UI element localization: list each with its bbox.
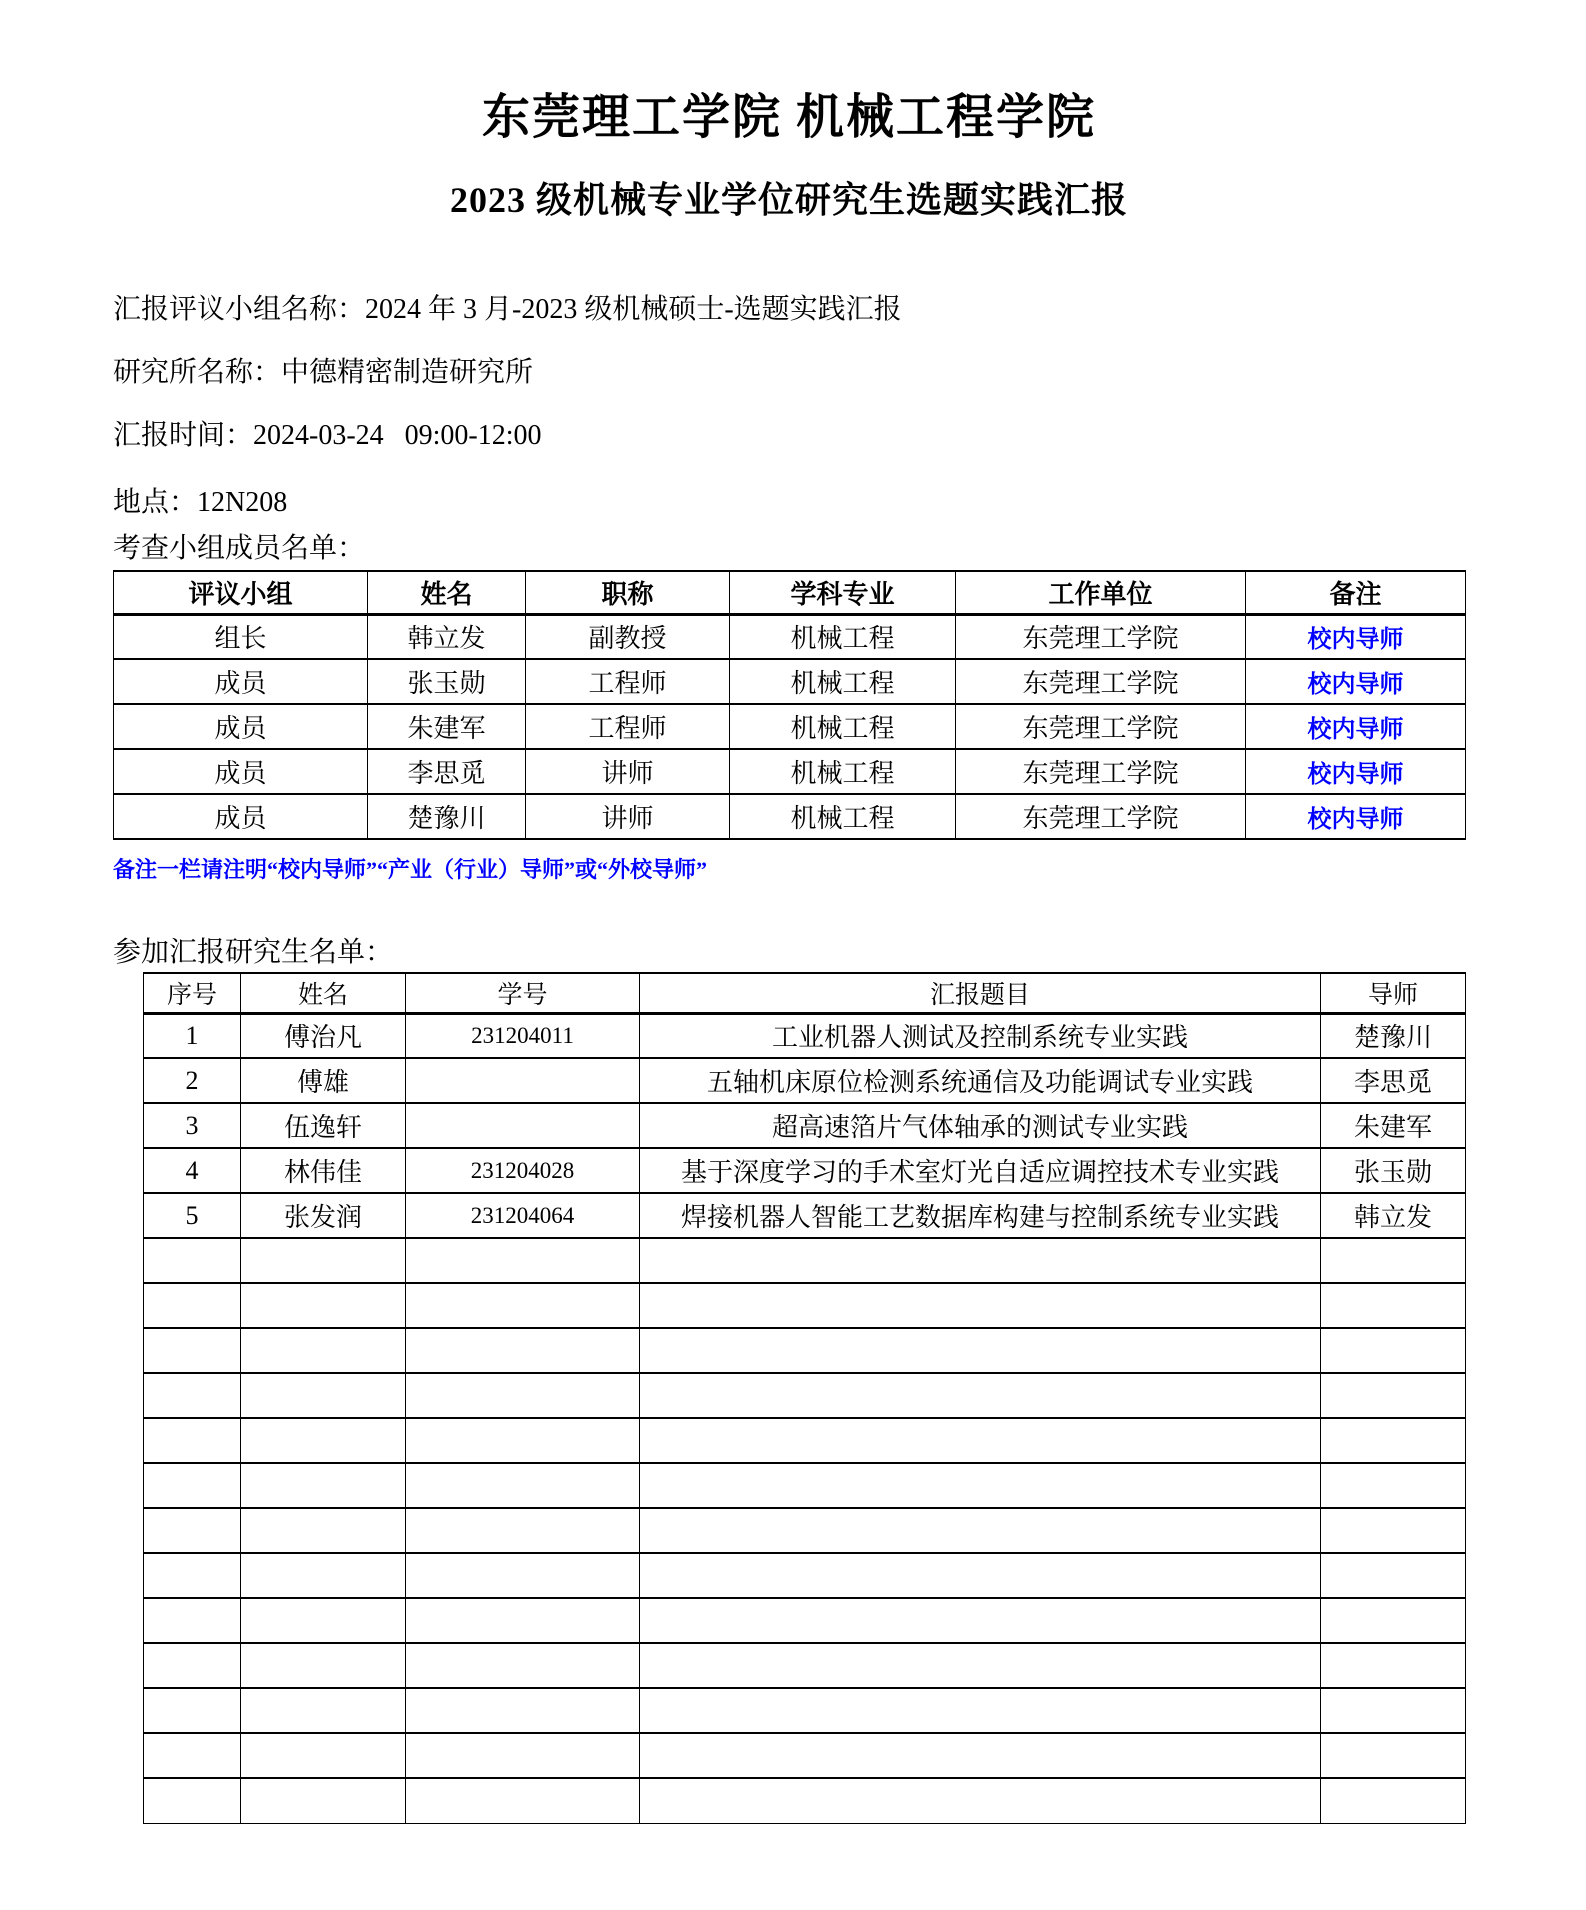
student-cell-id	[406, 1328, 640, 1373]
student-empty-row	[144, 1418, 1466, 1463]
student-cell-topic	[640, 1598, 1321, 1643]
committee-table	[113, 570, 1466, 840]
student-cell-id	[406, 1238, 640, 1283]
student-cell-no: 1	[144, 1013, 241, 1058]
student-empty-row	[144, 1463, 1466, 1508]
committee-cell-note: 校内导师	[1246, 614, 1466, 659]
committee-header-unit: 工作单位	[956, 571, 1246, 614]
student-cell-no: 5	[144, 1193, 241, 1238]
committee-cell-unit: 东莞理工学院	[956, 704, 1246, 749]
committee-cell-note: 校内导师	[1246, 659, 1466, 704]
committee-cell-major: 机械工程	[730, 704, 956, 749]
student-cell-name	[241, 1553, 406, 1598]
student-cell-no	[144, 1328, 241, 1373]
student-row	[144, 1193, 1466, 1238]
committee-cell-role: 组长	[114, 614, 368, 659]
student-cell-id	[406, 1058, 640, 1103]
student-cell-id	[406, 1643, 640, 1688]
student-row	[144, 1058, 1466, 1103]
student-cell-supervisor: 楚豫川	[1321, 1013, 1466, 1058]
student-cell-supervisor	[1321, 1328, 1466, 1373]
student-cell-supervisor: 张玉勋	[1321, 1148, 1466, 1193]
student-cell-topic	[640, 1643, 1321, 1688]
committee-cell-title: 工程师	[526, 659, 730, 704]
students-section-label: 参加汇报研究生名单：	[113, 937, 394, 968]
committee-header-name: 姓名	[368, 571, 526, 614]
student-cell-name	[241, 1643, 406, 1688]
student-empty-row	[144, 1328, 1466, 1373]
student-cell-topic	[640, 1283, 1321, 1328]
student-cell-topic: 焊接机器人智能工艺数据库构建与控制系统专业实践	[640, 1193, 1321, 1238]
student-cell-name	[241, 1508, 406, 1553]
student-cell-no	[144, 1553, 241, 1598]
student-cell-topic: 五轴机床原位检测系统通信及功能调试专业实践	[640, 1058, 1321, 1103]
student-cell-no: 4	[144, 1148, 241, 1193]
student-row	[144, 1013, 1466, 1058]
student-cell-id: 231204064	[406, 1193, 640, 1238]
student-cell-supervisor: 朱建军	[1321, 1103, 1466, 1148]
committee-cell-role: 成员	[114, 794, 368, 839]
student-empty-row	[144, 1688, 1466, 1733]
student-cell-no	[144, 1598, 241, 1643]
committee-row	[114, 704, 1466, 749]
committee-cell-role: 成员	[114, 749, 368, 794]
committee-cell-unit: 东莞理工学院	[956, 614, 1246, 659]
student-cell-supervisor	[1321, 1688, 1466, 1733]
student-cell-id	[406, 1778, 640, 1823]
committee-cell-name: 楚豫川	[368, 794, 526, 839]
student-cell-supervisor	[1321, 1643, 1466, 1688]
student-empty-row	[144, 1643, 1466, 1688]
student-cell-topic	[640, 1373, 1321, 1418]
committee-cell-title: 工程师	[526, 704, 730, 749]
committee-header-major: 学科专业	[730, 571, 956, 614]
student-cell-id: 231204028	[406, 1148, 640, 1193]
students-header-name: 姓名	[241, 973, 406, 1013]
committee-cell-major: 机械工程	[730, 614, 956, 659]
students-table	[143, 972, 1466, 1824]
committee-cell-name: 朱建军	[368, 704, 526, 749]
student-cell-name	[241, 1598, 406, 1643]
page-subtitle: 2023 级机械专业学位研究生选题实践汇报	[449, 180, 1128, 220]
committee-cell-note: 校内导师	[1246, 704, 1466, 749]
student-cell-id: 231204011	[406, 1013, 640, 1058]
students-header-supervisor: 导师	[1321, 973, 1466, 1013]
committee-cell-name: 张玉勋	[368, 659, 526, 704]
committee-cell-role: 成员	[114, 659, 368, 704]
committee-section-label: 考查小组成员名单：	[113, 533, 366, 564]
committee-row	[114, 659, 1466, 704]
student-cell-name: 林伟佳	[241, 1148, 406, 1193]
student-row	[144, 1103, 1466, 1148]
committee-cell-note: 校内导师	[1246, 794, 1466, 839]
student-cell-no	[144, 1643, 241, 1688]
student-cell-id	[406, 1463, 640, 1508]
committee-cell-unit: 东莞理工学院	[956, 659, 1246, 704]
student-cell-no	[144, 1283, 241, 1328]
student-cell-topic: 基于深度学习的手术室灯光自适应调控技术专业实践	[640, 1148, 1321, 1193]
student-empty-row	[144, 1598, 1466, 1643]
committee-cell-name: 韩立发	[368, 614, 526, 659]
student-empty-row	[144, 1508, 1466, 1553]
student-cell-name	[241, 1238, 406, 1283]
committee-cell-role: 成员	[114, 704, 368, 749]
student-cell-topic	[640, 1463, 1321, 1508]
student-cell-no	[144, 1778, 241, 1823]
committee-cell-name: 李思觅	[368, 749, 526, 794]
committee-cell-major: 机械工程	[730, 794, 956, 839]
student-cell-no	[144, 1373, 241, 1418]
student-cell-name: 傅雄	[241, 1058, 406, 1103]
committee-cell-title: 讲师	[526, 794, 730, 839]
student-empty-row	[144, 1373, 1466, 1418]
committee-row	[114, 794, 1466, 839]
student-cell-supervisor	[1321, 1283, 1466, 1328]
student-cell-topic	[640, 1553, 1321, 1598]
info-institute-name: 研究所名称：中德精密制造研究所	[113, 357, 534, 388]
remark-note: 备注一栏请注明“校内导师”“产业（行业）导师”或“外校导师”	[113, 857, 708, 882]
student-empty-row	[144, 1553, 1466, 1598]
student-cell-no	[144, 1463, 241, 1508]
student-cell-name	[241, 1778, 406, 1823]
student-cell-supervisor	[1321, 1553, 1466, 1598]
student-cell-topic	[640, 1238, 1321, 1283]
student-cell-id	[406, 1733, 640, 1778]
student-cell-name	[241, 1733, 406, 1778]
student-empty-row	[144, 1238, 1466, 1283]
info-location: 地点：12N208	[113, 487, 288, 518]
student-cell-supervisor	[1321, 1238, 1466, 1283]
student-cell-name	[241, 1463, 406, 1508]
student-cell-id	[406, 1418, 640, 1463]
student-cell-topic	[640, 1508, 1321, 1553]
committee-header-note: 备注	[1246, 571, 1466, 614]
student-cell-no	[144, 1418, 241, 1463]
student-cell-supervisor	[1321, 1463, 1466, 1508]
committee-cell-title: 副教授	[526, 614, 730, 659]
students-header-no: 序号	[144, 973, 241, 1013]
student-cell-supervisor	[1321, 1733, 1466, 1778]
committee-cell-major: 机械工程	[730, 749, 956, 794]
student-cell-topic	[640, 1778, 1321, 1823]
student-cell-name	[241, 1283, 406, 1328]
students-header-id: 学号	[406, 973, 640, 1013]
students-header-row	[144, 973, 1466, 1013]
student-cell-topic	[640, 1688, 1321, 1733]
student-cell-supervisor: 韩立发	[1321, 1193, 1466, 1238]
committee-row	[114, 614, 1466, 659]
student-cell-name	[241, 1688, 406, 1733]
student-row	[144, 1148, 1466, 1193]
student-cell-supervisor	[1321, 1418, 1466, 1463]
committee-cell-major: 机械工程	[730, 659, 956, 704]
student-empty-row	[144, 1283, 1466, 1328]
student-cell-no: 2	[144, 1058, 241, 1103]
student-cell-supervisor	[1321, 1598, 1466, 1643]
student-cell-no	[144, 1238, 241, 1283]
student-empty-row	[144, 1733, 1466, 1778]
student-cell-name: 傅治凡	[241, 1013, 406, 1058]
student-cell-topic: 工业机器人测试及控制系统专业实践	[640, 1013, 1321, 1058]
student-cell-id	[406, 1688, 640, 1733]
student-cell-topic	[640, 1418, 1321, 1463]
info-report-time: 汇报时间：2024-03-24 09:00-12:00	[113, 420, 542, 451]
student-empty-row	[144, 1778, 1466, 1823]
page-title: 东莞理工学院 机械工程学院	[481, 91, 1096, 144]
student-cell-id	[406, 1103, 640, 1148]
committee-cell-unit: 东莞理工学院	[956, 749, 1246, 794]
committee-header-row	[114, 571, 1466, 614]
students-header-topic: 汇报题目	[640, 973, 1321, 1013]
student-cell-no	[144, 1508, 241, 1553]
committee-header-title: 职称	[526, 571, 730, 614]
student-cell-name: 张发润	[241, 1193, 406, 1238]
student-cell-supervisor	[1321, 1778, 1466, 1823]
student-cell-no: 3	[144, 1103, 241, 1148]
student-cell-name: 伍逸轩	[241, 1103, 406, 1148]
student-cell-id	[406, 1373, 640, 1418]
student-cell-id	[406, 1508, 640, 1553]
student-cell-supervisor: 李思觅	[1321, 1058, 1466, 1103]
student-cell-no	[144, 1733, 241, 1778]
student-cell-topic	[640, 1733, 1321, 1778]
student-cell-name	[241, 1418, 406, 1463]
student-cell-supervisor	[1321, 1373, 1466, 1418]
student-cell-id	[406, 1598, 640, 1643]
student-cell-topic	[640, 1328, 1321, 1373]
student-cell-id	[406, 1553, 640, 1598]
student-cell-topic: 超高速箔片气体轴承的测试专业实践	[640, 1103, 1321, 1148]
committee-cell-title: 讲师	[526, 749, 730, 794]
committee-cell-unit: 东莞理工学院	[956, 794, 1246, 839]
student-cell-no	[144, 1688, 241, 1733]
student-cell-name	[241, 1328, 406, 1373]
info-review-group-name: 汇报评议小组名称：2024 年 3 月-2023 级机械硕士-选题实践汇报	[113, 294, 902, 325]
student-cell-id	[406, 1283, 640, 1328]
committee-header-group: 评议小组	[114, 571, 368, 614]
committee-row	[114, 749, 1466, 794]
student-cell-name	[241, 1373, 406, 1418]
student-cell-supervisor	[1321, 1508, 1466, 1553]
committee-cell-note: 校内导师	[1246, 749, 1466, 794]
